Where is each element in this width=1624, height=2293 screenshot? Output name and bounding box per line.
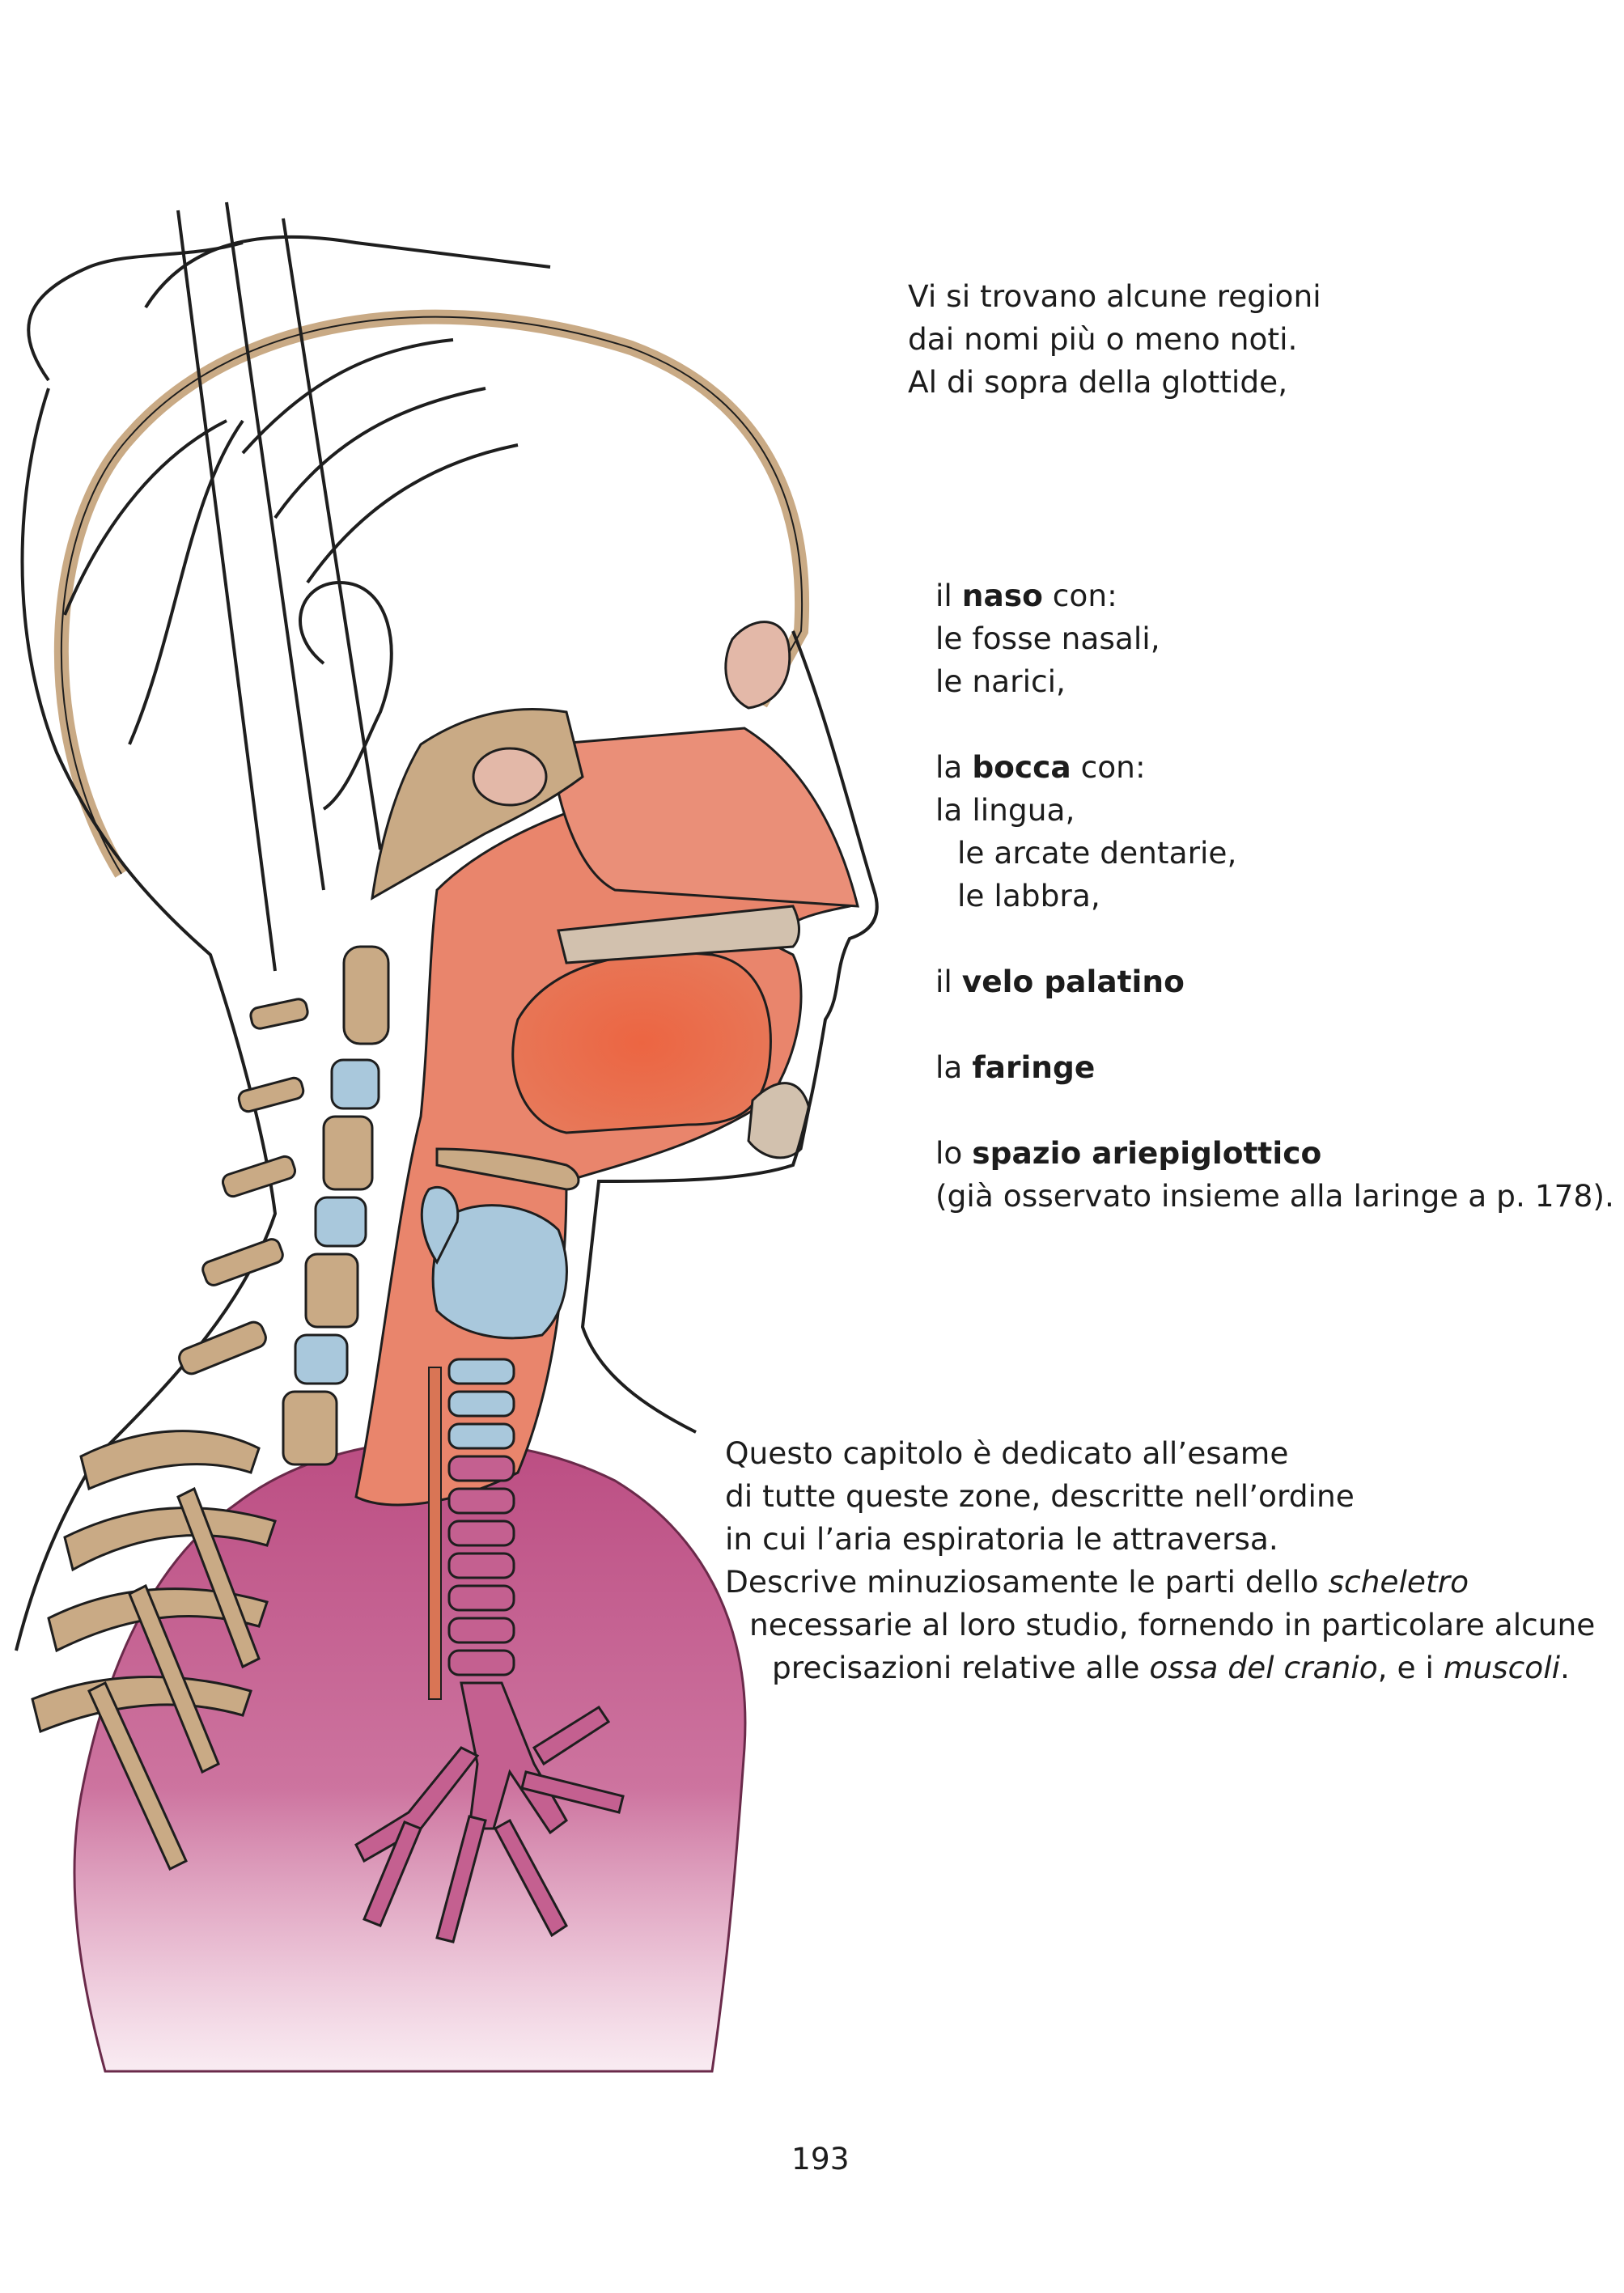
intro-line: dai nomi più o meno noti.	[908, 321, 1298, 357]
velo-heading: il velo palatino	[935, 964, 1185, 999]
chapter-line: di tutte queste zone, descritte nell’ordine	[725, 1478, 1355, 1514]
esophagus	[429, 1367, 441, 1699]
chapter-paragraph	[725, 1432, 1595, 1689]
page-number: 193	[791, 2141, 850, 2176]
chapter-line: Questo capitolo è dedicato all’esame	[725, 1435, 1289, 1471]
chapter-line: in cui l’aria espiratoria le attraversa.	[725, 1521, 1278, 1557]
intro-line: Vi si trovano alcune regioni	[908, 278, 1321, 314]
naso-heading: il naso con:	[935, 578, 1117, 613]
intro-paragraph	[908, 275, 1321, 404]
chapter-line: precisazioni relative alle ossa del cranio, e i muscoli.	[772, 1650, 1570, 1685]
intro-line: Al di sopra della glottide,	[908, 364, 1288, 400]
spazio-heading: lo spazio ariepiglottico	[935, 1135, 1322, 1171]
faringe-heading: la faringe	[935, 1049, 1096, 1085]
chapter-line: necessarie al loro studio, fornendo in particolare alcune	[749, 1607, 1596, 1642]
naso-item: le narici,	[935, 663, 1066, 699]
cervical-spine	[283, 947, 388, 1464]
spazio-note: (già osservato insieme alla laringe a p. 178).	[935, 1178, 1614, 1214]
chapter-line: Descrive minuziosamente le parti dello scheletro	[725, 1564, 1469, 1600]
spinous-processes	[176, 998, 309, 1376]
naso-item: le fosse nasali,	[935, 621, 1160, 656]
bocca-item: le labbra,	[957, 878, 1100, 913]
regions-list	[935, 574, 1614, 1218]
bocca-item: la lingua,	[935, 792, 1075, 828]
bocca-item: le arcate dentarie,	[957, 835, 1237, 871]
bocca-heading: la bocca con:	[935, 749, 1146, 785]
frontal-sinus	[726, 622, 790, 708]
